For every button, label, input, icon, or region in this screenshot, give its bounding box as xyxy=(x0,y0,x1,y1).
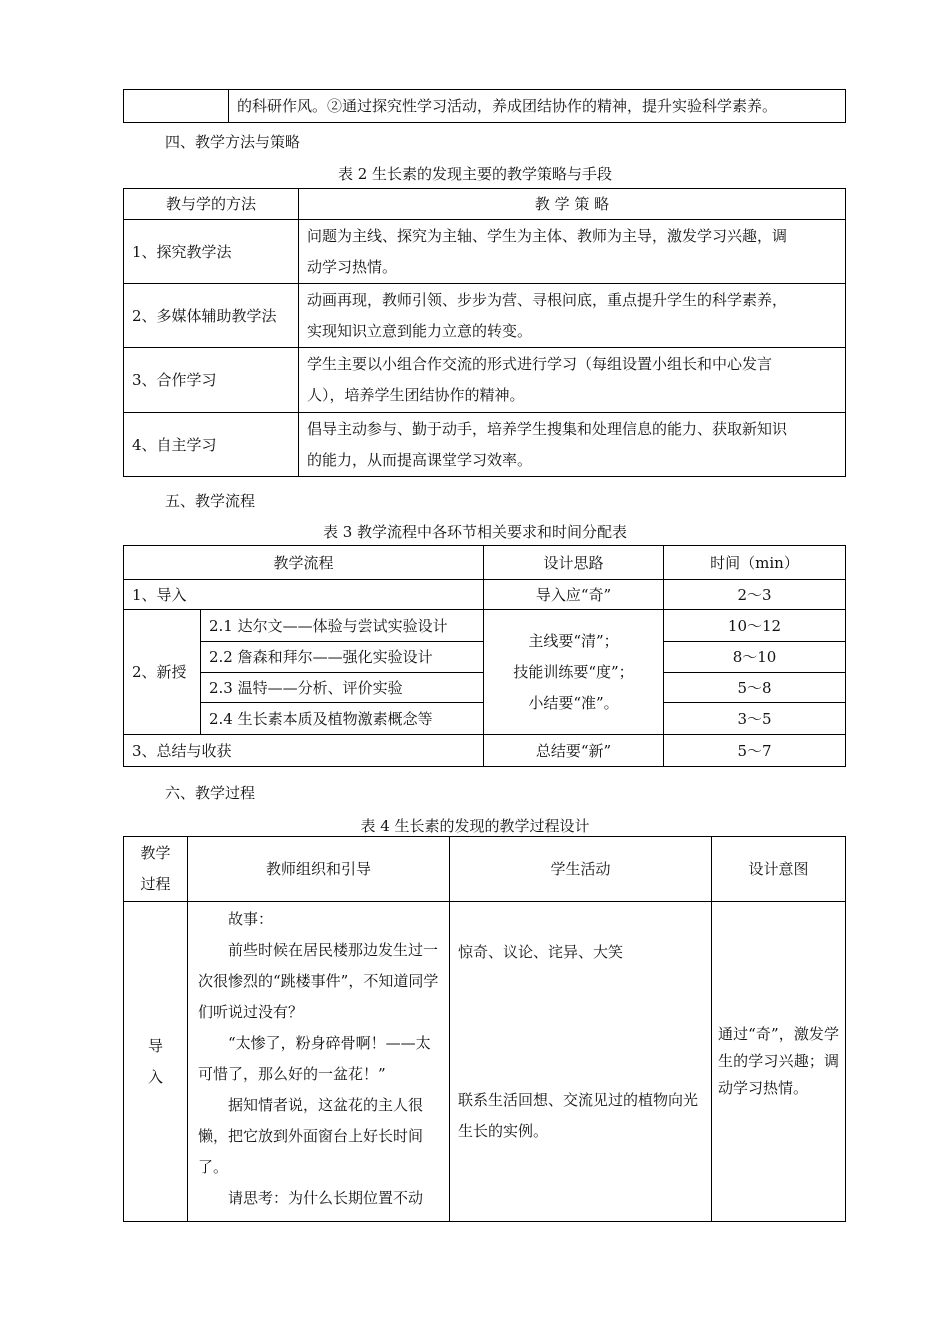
teacher-paragraph: 据知情者说，这盆花的主人很懒，把它放到外面窗台上好长时间了。 xyxy=(198,1096,424,1176)
flow-intro-idea: 导入应“奇” xyxy=(484,580,664,610)
strategy-header-method: 教与学的方法 xyxy=(124,189,299,220)
table4-caption: 表 4 生长素的发现的教学过程设计 xyxy=(360,817,590,835)
process-table xyxy=(123,836,846,1222)
strategy-method: 3、合作学习 xyxy=(124,348,299,413)
section6-heading: 六、教学过程 xyxy=(165,784,256,802)
flow-header-idea: 设计思路 xyxy=(484,546,664,580)
strategy-header-strategy: 教 学 策 略 xyxy=(299,189,846,220)
flow-sub-time: 10～12 xyxy=(664,610,846,642)
flow-table xyxy=(123,545,846,767)
flow-intro-time: 2～3 xyxy=(664,580,846,610)
student-activity: 惊奇、议论、诧异、大笑 xyxy=(458,943,624,961)
top-continuation-table xyxy=(123,89,846,123)
flow-sub-time: 8～10 xyxy=(664,642,846,673)
process-intent-cell: 通过“奇”，激发学生的学习兴趣；调动学习热情。 xyxy=(712,902,846,1222)
strategy-desc: 倡导主动参与、勤于动手，培养学生搜集和处理信息的能力、获取新知识 的能力，从而提高课堂学习效率。 xyxy=(299,413,846,477)
process-header-teacher: 教师组织和引导 xyxy=(188,837,450,902)
flow-sub-name: 2.2 詹森和拜尔——强化实验设计 xyxy=(201,642,484,673)
strategy-method: 4、自主学习 xyxy=(124,413,299,477)
flow-summary-label: 3、总结与收获 xyxy=(124,735,484,767)
flow-intro-label: 1、导入 xyxy=(124,580,484,610)
flow-summary-time: 5～7 xyxy=(664,735,846,767)
process-header-stage: 教学 过程 xyxy=(124,837,188,902)
flow-new-idea: 主线要“清”； 技能训练要“度”； 小结要“准”。 xyxy=(484,610,664,735)
strategy-desc: 学生主要以小组合作交流的形式进行学习（每组设置小组长和中心发言 人），培养学生团结协作的精神。 xyxy=(299,348,846,413)
flow-new-label: 2、新授 xyxy=(124,610,201,735)
strategy-desc: 动画再现，教师引领、步步为营、寻根问底，重点提升学生的科学素养， 实现知识立意到能力立意的转变。 xyxy=(299,284,846,348)
process-stage-intro: 导 入 xyxy=(124,902,188,1222)
teacher-paragraph: “太惨了，粉身碎骨啊！——太可惜了，那么好的一盆花！” xyxy=(198,1034,431,1083)
section5-heading: 五、教学流程 xyxy=(165,492,256,510)
top-empty-cell xyxy=(124,90,229,123)
teacher-paragraph: 前些时候在居民楼那边发生过一次很惨烈的“跳楼事件”，不知道同学们听说过没有？ xyxy=(198,941,439,1021)
table3-caption: 表 3 教学流程中各环节相关要求和时间分配表 xyxy=(322,523,628,541)
process-teacher-cell xyxy=(188,902,450,1222)
strategy-table xyxy=(123,188,846,477)
top-row-text: 的科研作风。②通过探究性学习活动，养成团结协作的精神，提升实验科学素养。 xyxy=(229,90,846,123)
section4-heading: 四、教学方法与策略 xyxy=(165,133,301,151)
strategy-method: 1、探究教学法 xyxy=(124,220,299,284)
flow-sub-name: 2.4 生长素本质及植物激素概念等 xyxy=(201,703,484,735)
flow-sub-time: 5～8 xyxy=(664,673,846,703)
flow-sub-name: 2.1 达尔文——体验与尝试实验设计 xyxy=(201,610,484,642)
process-header-student: 学生活动 xyxy=(450,837,712,902)
teacher-paragraph: 故事： xyxy=(228,910,274,928)
table2-caption: 表 2 生长素的发现主要的教学策略与手段 xyxy=(337,165,613,183)
flow-header-time: 时间（min） xyxy=(664,546,846,580)
student-activity: 联系生活回想、交流见过的植物向光生长的实例。 xyxy=(458,1091,699,1140)
strategy-desc: 问题为主线、探究为主轴、学生为主体、教师为主导，激发学习兴趣，调 动学习热情。 xyxy=(299,220,846,284)
process-student-cell xyxy=(450,902,712,1222)
strategy-method: 2、多媒体辅助教学法 xyxy=(124,284,299,348)
flow-header-process: 教学流程 xyxy=(124,546,484,580)
flow-sub-name: 2.3 温特——分析、评价实验 xyxy=(201,673,484,703)
flow-summary-idea: 总结要“新” xyxy=(484,735,664,767)
process-header-intent: 设计意图 xyxy=(712,837,846,902)
flow-sub-time: 3～5 xyxy=(664,703,846,735)
teacher-paragraph: 请思考：为什么长期位置不动 xyxy=(228,1189,424,1207)
